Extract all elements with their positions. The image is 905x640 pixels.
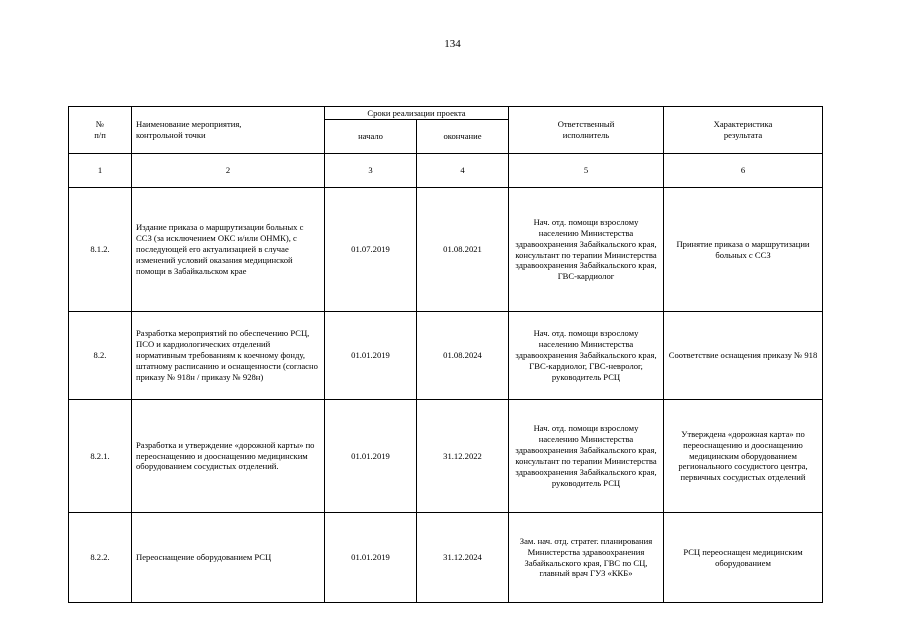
row-start-date: 01.01.2019 xyxy=(325,400,417,513)
table-row xyxy=(69,188,823,312)
row-number: 8.2.2. xyxy=(69,513,132,603)
row-number: 8.2.1. xyxy=(69,400,132,513)
row-number: 8.2. xyxy=(69,312,132,400)
row-name: Издание приказа о маршрутизации больных с ССЗ (за исключением ОКС и/или ОНМК), с последующей его актуализацией в случае изменений условий оказания медицинской помощи в Забайкальском крае xyxy=(132,188,325,312)
table-row xyxy=(69,513,823,603)
header-period: Сроки реализации проекта xyxy=(325,107,509,120)
row-result: РСЦ переоснащен медицинским оборудованием xyxy=(664,513,823,603)
row-end-date: 01.08.2021 xyxy=(417,188,509,312)
page-number: 134 xyxy=(444,38,461,50)
row-responsible: Зам. нач. отд. стратег. планирования Министерства здравоохранения Забайкальского края, ГВС по СЦ, главный врач ГУЗ «ККБ» xyxy=(509,513,664,603)
row-result: Соответствие оснащения приказу № 918 xyxy=(664,312,823,400)
column-number: 1 xyxy=(69,154,132,188)
column-number: 5 xyxy=(509,154,664,188)
header-result-text: Характеристика результата xyxy=(713,119,773,140)
row-start-date: 01.07.2019 xyxy=(325,188,417,312)
header-start: начало xyxy=(325,120,417,154)
project-plan-table xyxy=(68,106,823,603)
row-number: 8.1.2. xyxy=(69,188,132,312)
row-name: Разработка мероприятий по обеспечению РСЦ, ПСО и кардиологических отделений нормативным требованиям к коечному фонду, штатному расписанию и оснащенности (согласно приказу № 918н / приказу № 928н) xyxy=(132,312,325,400)
header-name xyxy=(132,107,325,154)
row-end-date: 31.12.2022 xyxy=(417,400,509,513)
header-responsible-text: Ответственный исполнитель xyxy=(557,119,615,140)
table-row xyxy=(69,400,823,513)
column-number: 4 xyxy=(417,154,509,188)
column-number: 3 xyxy=(325,154,417,188)
column-number: 6 xyxy=(664,154,823,188)
header-name-text: Наименование мероприятия, контрольной точки xyxy=(136,119,242,140)
row-end-date: 31.12.2024 xyxy=(417,513,509,603)
row-responsible: Нач. отд. помощи взрослому населению Министерства здравоохранения Забайкальского края, ГВС-кардиолог, ГВС-невролог, руководитель РСЦ xyxy=(509,312,664,400)
column-number: 2 xyxy=(132,154,325,188)
row-name: Переоснащение оборудованием РСЦ xyxy=(132,513,325,603)
row-start-date: 01.01.2019 xyxy=(325,312,417,400)
row-responsible: Нач. отд. помощи взрослому населению Министерства здравоохранения Забайкальского края, консультант по терапии Министерства здравоохранения Забайкальского края, ГВС-кардиолог xyxy=(509,188,664,312)
header-number xyxy=(69,107,132,154)
header-number-text: № п/п xyxy=(94,119,106,140)
header-end: окончание xyxy=(417,120,509,154)
row-end-date: 01.08.2024 xyxy=(417,312,509,400)
row-responsible: Нач. отд. помощи взрослому населению Министерства здравоохранения Забайкальского края, консультант по терапии Министерства здравоохранения Забайкальского края, руководитель РСЦ xyxy=(509,400,664,513)
table-row xyxy=(69,312,823,400)
row-result: Утверждена «дорожная карта» по переоснащению и дооснащению медицинским оборудованием регионального сосудистого центра, первичных сосудистых отделений xyxy=(664,400,823,513)
row-result: Принятие приказа о маршрутизации больных с ССЗ xyxy=(664,188,823,312)
header-result xyxy=(664,107,823,154)
row-start-date: 01.01.2019 xyxy=(325,513,417,603)
header-row xyxy=(69,107,823,120)
row-name: Разработка и утверждение «дорожной карты» по переоснащению и дооснащению медицинским оборудованием сосудистых отделений. xyxy=(132,400,325,513)
header-responsible xyxy=(509,107,664,154)
column-number-row xyxy=(69,154,823,188)
